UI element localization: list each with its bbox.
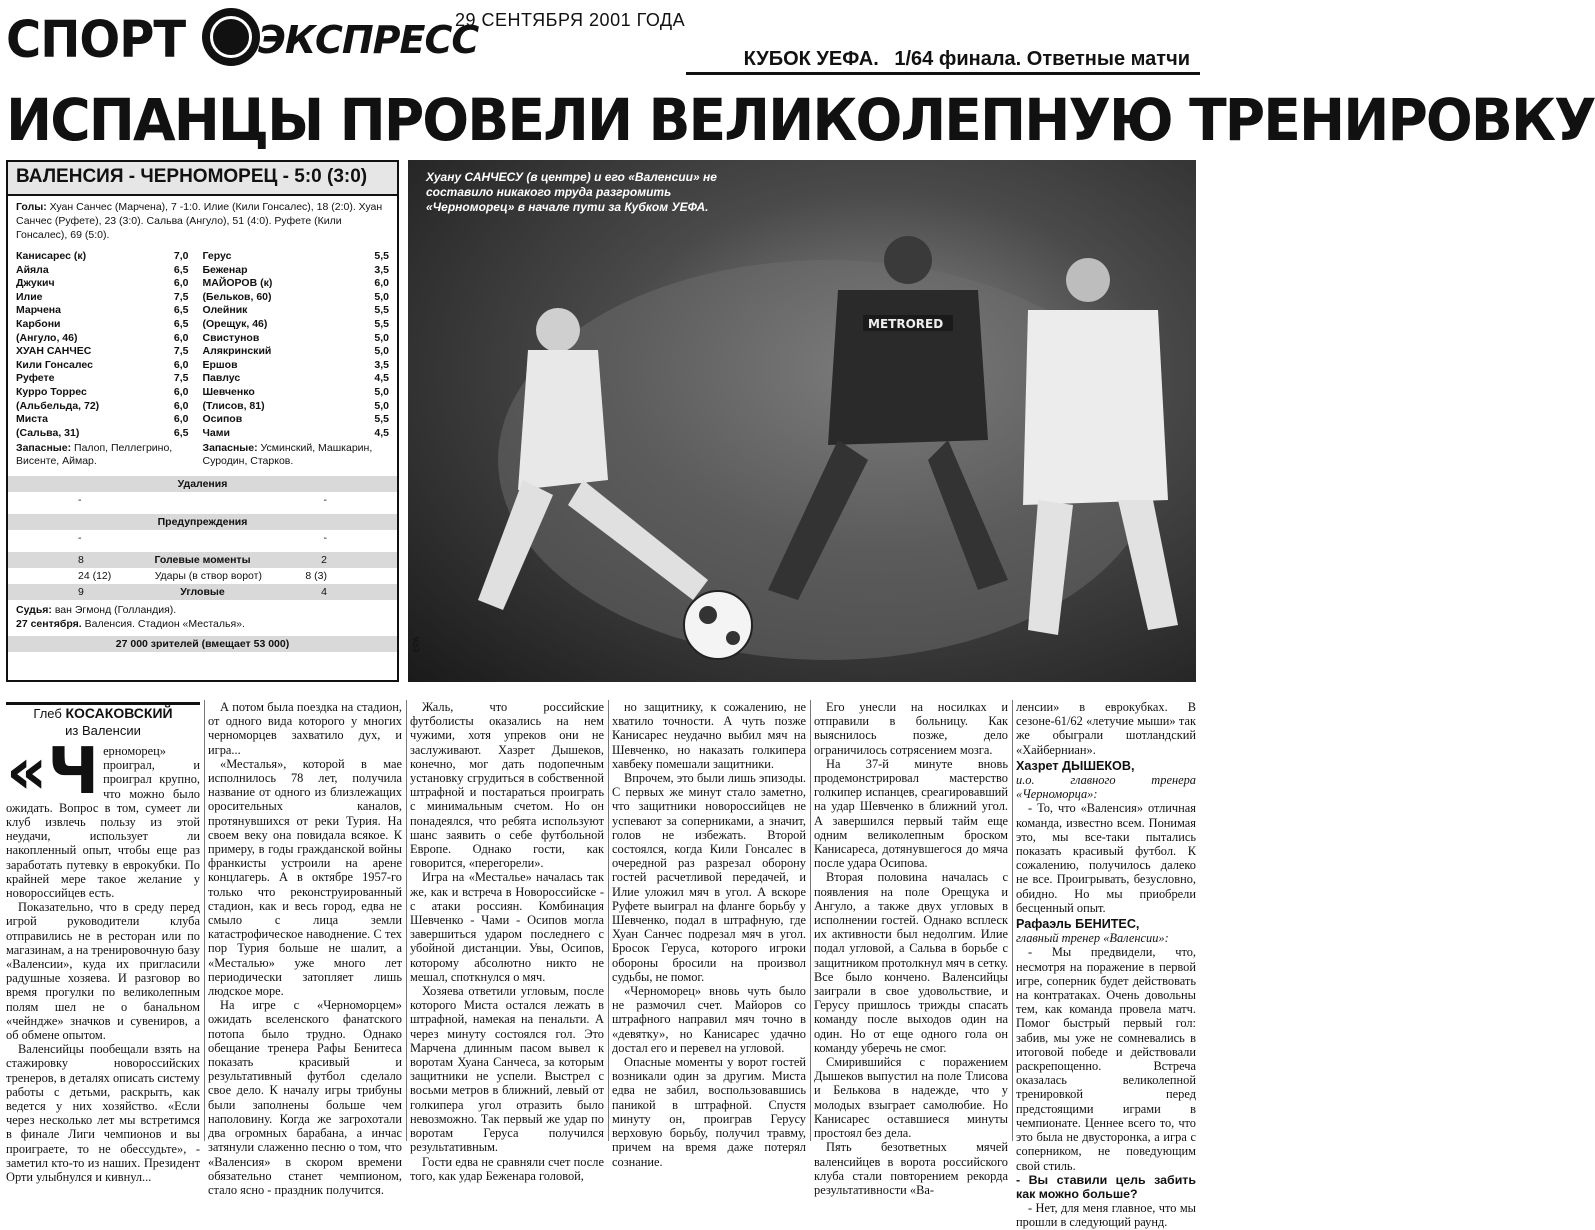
player-name: Шевченко	[202, 385, 255, 398]
article-paragraph: Опасные моменты у ворот гостей возникали один за другим. Миста едва не забил, воспользовавшись паникой в штрафной. Спустя минуту он, проиграв Герусу верховую борьбу, получил травму, причем на время даже потерял сознание.	[612, 1055, 806, 1169]
match-report-box	[6, 160, 399, 682]
referee: Судья: ван Эгмонд (Голландия).	[16, 604, 177, 617]
player-name: Чами	[202, 426, 230, 439]
interview-question: - Вы ставили цель забить как можно больше?	[1016, 1172, 1196, 1201]
coach1-role: и.о. главного тренера «Черноморца»:	[1016, 773, 1196, 802]
masthead	[6, 4, 479, 74]
player-row	[203, 427, 390, 441]
logo-express-text: ЭКСПРЕСС	[258, 18, 479, 62]
player-rating: 4,5	[374, 426, 389, 439]
players-illustration	[408, 160, 1196, 682]
player-rating: 7,5	[173, 290, 189, 303]
stat-away: 2	[321, 554, 327, 567]
player-row	[16, 277, 189, 291]
player-row	[16, 291, 189, 305]
player-rating: 6,0	[173, 385, 189, 398]
player-name: Свистунов	[202, 331, 260, 344]
article-paragraph: Впрочем, это были лишь эпизоды. С первых же минут стало заметно, что защитники новороссийцев не успевают за соперниками, а значит, голов не избежать. Второй состоялся, когда Кили Гонсалес в очередной раз разрезал оборону гостей расчетливой передачей, и Илие уложил мяч в угол. А вскоре Руфете выиграл на фланге борьбу у Шевченко, подал в штрафную, где Хуан Санчес подрезал мяч в угол. Бросок Геруса, которого игроки обороны бросили на произвол судьбы, не помог.	[612, 771, 806, 984]
drop-cap: «Ч	[6, 735, 100, 809]
player-name: (Альбельда, 72)	[16, 399, 100, 412]
article-column-5	[814, 700, 1008, 1197]
article-column-3	[410, 700, 604, 1183]
player-rating: 5,0	[374, 345, 389, 358]
article-column-4	[612, 700, 806, 1169]
player-name: Айяла	[16, 263, 49, 276]
lineups	[8, 246, 397, 440]
goals-summary	[8, 196, 397, 246]
player-rating: 5,5	[374, 304, 389, 317]
match-stats	[8, 552, 397, 600]
article-paragraph: Вторая половина началась с появления на поле Орещука и Ангуло, а также двух угловых в исполнении гостей. Однако всплеск их активности был недолгим. Илие подал угловой, а Сальва в борьбе с защитником протолкнул мяч в сетку. Все было кончено. Валенсийцы заиграли в свое удовольствие, и Герусу пришлось трижды спасать команду после выходов один на один. Но от еще одного гола он команду уберечь не смог.	[814, 870, 1008, 1055]
stat-label: Удары (в створ ворот)	[154, 570, 262, 583]
player-row	[203, 386, 390, 400]
player-name: Ершов	[202, 358, 238, 371]
player-name: ХУАН САНЧЕС	[16, 345, 92, 358]
stat-home: 9	[78, 586, 84, 599]
article-paragraph: Игра на «Месталье» началась так же, как и встреча в Новороссийске - с атаки россиян. Комбинация Шевченко - Чами - Осипов могла завершиться ударом последнего с убойной дистанции. Увы, Осипов, которому абсолютно никто не мешал, споткнулся о мяч.	[410, 870, 604, 984]
article-column-6	[1016, 700, 1196, 1230]
interview-answer: - Нет, для меня главное, что мы прошли в следующий раунд.	[1016, 1201, 1196, 1230]
stat-row	[8, 584, 397, 600]
player-row	[203, 304, 390, 318]
player-name: Илие	[16, 290, 43, 303]
article-paragraph: но защитнику, к сожалению, не хватило точности. А чуть позже Канисарес неудачно выбил мяч на Шевченко, но наказать голкипера хавбеку помешали защитники.	[612, 700, 806, 771]
shirt-sponsor-text: METRORED	[868, 317, 944, 331]
author-first-name: Глеб	[33, 706, 62, 721]
player-name: Руфете	[16, 372, 55, 385]
player-rating: 6,5	[173, 426, 189, 439]
coach2-quote: - Мы предвидели, что, несмотря на поражение в первой игре, соперник будет действовать на контратаках. Очень довольны тем, как команда провела матч. Помог быстрый первый гол: забив, мы уже не сомневались в итоговой победе и действовали раскрепощенно. Встреча оказалась великолепной тренировкой перед предстоящими играми в чемпионате. Ценнее всего то, что это была не двусторонка, а игра с соперником, не поведующим свой стиль.	[1016, 945, 1196, 1173]
player-rating: 7,5	[173, 345, 189, 358]
coach2-role: главный тренер «Валенсии»:	[1016, 931, 1169, 946]
sendoffs-row: - -	[78, 494, 327, 507]
article-paragraph: На игре с «Черноморцем» ожидать вселенского фанатского потопа было трудно. Однако обещание тренера Рафы Бенитеса показать красивый и результативный футбол сделало свое дело. К началу игры трибуны были заполнены больше чем наполовину. Когда же загрохотали два огромных барабана, а инчас затянули слаженно песню о том, что «Валенсия» в скором времени обязательно станет чемпионом, стало ясно - праздник получится.	[208, 998, 402, 1197]
article-paragraph: А потом была поездка на стадион, от одного вида которого у многих черноморцев захватило дух, и игра...	[208, 700, 402, 757]
player-name: Карбони	[16, 317, 61, 330]
player-name: Герус	[202, 250, 232, 262]
player-name: Беженар	[202, 263, 248, 276]
player-row	[203, 264, 390, 278]
column-rule	[608, 700, 609, 1141]
player-rating: 5,5	[374, 250, 389, 262]
issue-date: 29 СЕНТЯБРЯ 2001 ГОДА	[455, 10, 686, 30]
player-row	[16, 400, 189, 414]
author-last-name: КОСАКОВСКИЙ	[65, 705, 173, 721]
cautions-row: - -	[78, 532, 327, 545]
player-name: МАЙОРОВ (к)	[202, 277, 273, 290]
logo-emblem-icon	[202, 8, 260, 66]
column-rule	[1012, 700, 1013, 1141]
match-date-venue: 27 сентября. Валенсия. Стадион «Месталья».	[16, 618, 245, 631]
stat-row	[8, 568, 397, 584]
player-rating: 5,5	[374, 317, 389, 330]
coach1-name: Хазрет ДЫШЕКОВ,	[1016, 758, 1135, 773]
player-row	[203, 345, 390, 359]
player-row	[203, 400, 390, 414]
player-row	[16, 332, 189, 346]
player-row	[16, 372, 189, 386]
player-row	[203, 318, 390, 332]
substitutes	[8, 440, 397, 470]
article-paragraph: Пять безответных мячей валенсийцев в ворота российского клуба стали повторением рекорда результативности «Ва-	[814, 1140, 1008, 1197]
player-name: (Ангуло, 46)	[16, 331, 78, 344]
stat-label: Угловые	[180, 586, 225, 599]
column-rule	[204, 700, 205, 1141]
player-rating: 5,0	[374, 290, 389, 303]
article-paragraph: «Черноморец» вновь чуть было не размочил счет. Майоров со штрафного направил мяч точно в «девятку», но Канисарес удачно достал его и перевел на угловой.	[612, 984, 806, 1055]
player-rating: 6,5	[173, 263, 189, 276]
away-subs: Запасные: Усминский, Машкарин, Суродин, Старков.	[202, 442, 373, 468]
photo-credit: EPA	[411, 636, 421, 653]
sendoffs-header: Удаления	[8, 476, 397, 492]
player-rating: 6,0	[173, 277, 189, 290]
photo-caption: Хуану САНЧЕСУ (в центре) и его «Валенсии» не составило никакого труда разгромить «Черноморец» в начале пути за Кубком УЕФА.	[426, 170, 717, 214]
player-rating: 6,0	[173, 331, 189, 344]
stat-away: 4	[321, 586, 327, 599]
player-rating: 6,0	[173, 358, 189, 371]
column-rule	[810, 700, 811, 1141]
article-paragraph: Валенсийцы пообещали взять на стажировку новороссийских тренеров, в деталях описать систему работы с детьми, раскрыть, как ведется у них хозяйство. «Если через несколько лет мы встретимся в финале Лиги чемпионов и вы проиграете, то не обессудьте», - заметил кто-то из наших. Президент Орти улыбнулся и кивнул...	[6, 1042, 200, 1185]
player-row	[16, 386, 189, 400]
player-rating: 6,5	[173, 317, 189, 330]
player-rating: 6,0	[173, 399, 189, 412]
player-name: (Сальва, 31)	[16, 426, 80, 439]
player-rating: 5,0	[374, 331, 389, 344]
goals-label: Голы:	[16, 201, 47, 213]
player-row	[203, 277, 390, 291]
column-rule	[406, 700, 407, 1141]
coach1-quote: - То, что «Валенсия» отличная команда, известно всем. Понимая это, мы все-таки пытались показать красивый футбол. К сожалению, получилось далеко не все. Проигрывать, безусловно, обидно. Но мы приобрели бесценный опыт.	[1016, 801, 1196, 915]
player-rating: 6,5	[173, 304, 189, 317]
match-footer	[8, 600, 397, 634]
stat-home: 8	[78, 554, 84, 567]
article-paragraph: Хозяева ответили угловым, после которого Миста остался лежать в штрафной, намекая на пенальти. А через минуту состоялся гол. Это Марчена длинным пасом вывел к воротам Хуана Санчеса, за которым защитники не успели. Выстрел с восьми метров в ближний, левый от голкипера угол отразить было невозможно. Так первый же удар по воротам Геруса получился результативным.	[410, 984, 604, 1155]
player-row	[203, 372, 390, 386]
section-stage: 1/64 финала. Ответные матчи	[894, 48, 1190, 70]
player-row	[16, 250, 189, 264]
player-name: Миста	[16, 413, 49, 426]
player-row	[203, 250, 390, 264]
cautions-header: Предупреждения	[8, 514, 397, 530]
player-row	[16, 345, 189, 359]
away-lineup	[203, 250, 390, 440]
player-row	[16, 413, 189, 427]
player-row	[203, 359, 390, 373]
section-rule	[686, 72, 1200, 75]
player-name: (Тлисов, 81)	[202, 399, 265, 412]
match-title: ВАЛЕНСИЯ - ЧЕРНОМОРЕЦ - 5:0 (3:0)	[8, 162, 397, 196]
author-location: из Валенсии	[65, 723, 141, 738]
player-name: Курро Торрес	[16, 385, 87, 398]
section-heading	[744, 48, 1190, 71]
player-rating: 6,0	[173, 413, 189, 426]
player-name: Марчена	[16, 304, 61, 317]
match-photo	[408, 160, 1196, 682]
article-paragraph: Его унесли на носилках и отправили в больницу. Как выяснилось позже, дело ограничилось сотрясением мозга.	[814, 700, 1008, 757]
article-paragraph: Смирившийся с поражением Дышеков выпустил на поле Тлисова и Белькова в надежде, что у молодых взыграет самолюбие. Но Канисарес оставшиеся минуты простоял без дела.	[814, 1055, 1008, 1141]
player-row	[203, 291, 390, 305]
player-name: Джукич	[16, 277, 55, 290]
stat-row	[8, 552, 397, 568]
article-paragraph: Жаль, что российские футболисты оказались на нем чужими, хотя упреков они не заслуживают. Хазрет Дышеков, конечно, мог дать подопечным установку сгрудиться в собственной штрафной и постараться проиграть с минимальным счетом. Но он понадеялся, что ребята используют шанс заявить о себе футбольной Европе. Однако гости, как говорится, «перегорели».	[410, 700, 604, 871]
stat-home: 24 (12)	[78, 570, 112, 583]
player-rating: 7,0	[173, 250, 189, 262]
home-lineup	[16, 250, 203, 440]
player-name: Осипов	[202, 413, 243, 426]
attendance: 27 000 зрителей (вмещает 53 000)	[8, 636, 397, 652]
home-subs: Запасные: Палоп, Пеллегрино, Висенте, Аймар.	[16, 442, 173, 468]
player-row	[203, 332, 390, 346]
player-rating: 7,5	[173, 372, 189, 385]
player-name: Кили Гонсалес	[16, 358, 93, 371]
player-row	[16, 318, 189, 332]
article-paragraph: На 37-й минуте вновь продемонстрировал мастерство голкипер испанцев, среагировавший на удар Шевченко в ближний угол. А завершился первый тайм еще одним великолепным броском Канисареса, дотянувшегося до мяча после удара Осипова.	[814, 756, 1008, 871]
player-row	[16, 264, 189, 278]
coach2-name: Рафаэль БЕНИТЕС,	[1016, 917, 1140, 932]
player-name: Павлус	[202, 372, 241, 385]
article-column-1	[6, 735, 200, 1185]
player-name: (Бельков, 60)	[202, 290, 272, 303]
article-column-2	[208, 700, 402, 1197]
player-rating: 6,0	[374, 277, 389, 290]
player-name: Алякринский	[202, 345, 272, 358]
player-row	[203, 413, 390, 427]
headline: ИСПАНЦЫ ПРОВЕЛИ ВЕЛИКОЛЕПНУЮ ТРЕНИРОВКУ	[6, 86, 1595, 154]
player-rating: 5,5	[374, 413, 389, 426]
player-row	[16, 304, 189, 318]
stat-label: Голевые моменты	[154, 554, 251, 567]
goals-text: Хуан Санчес (Марчена), 7 -1:0. Илие (Кили Гонсалес), 18 (2:0). Хуан Санчес (Руфете), 23 (3:0). Сальва (Ангуло), 51 (4:0). Руфете (Кили Гонсалес), 69 (5:0).	[16, 201, 383, 241]
section-label: КУБОК УЕФА.	[743, 48, 879, 70]
article-paragraph: «Месталья», которой в мае исполнилось 78 лет, получила название от одного из близлежащих оросительных каналов, протянувшихся от реки Турия. На своем веку она повидала всякое. К примеру, в годы гражданской войны франкисты устроили на арене концлагерь. А в октябре 1957-го только что реконструированный стадион, как и весь город, едва не смыло с лица земли катастрофическое наводнение. С тех пор Турия больше не шалит, а «Месталью» уже много лет периодически затопляет лишь людское море.	[208, 756, 402, 999]
player-rating: 3,5	[374, 358, 389, 371]
article-paragraph: ленсии» в еврокубках. В сезоне-61/62 «летучие мыши» так же обыграли шотландский «Хайберниан».	[1016, 700, 1196, 757]
stat-away: 8 (3)	[305, 570, 327, 583]
player-rating: 5,0	[374, 399, 389, 412]
logo-sport-text: СПОРТ	[6, 10, 186, 70]
player-rating: 4,5	[374, 372, 389, 385]
player-name: Канисарес (к)	[16, 250, 87, 262]
player-rating: 3,5	[374, 263, 389, 276]
article-paragraph: ерноморец» проиграл, и проиграл крупно, что можно было ожидать. Вопрос в том, сумеет ли клуб извлечь пользу из этой неудачи, использует ли накопленный опыт, чтобы еще раз заработать путевку в еврокубки. По крайней мере такое желание у новороссийцев есть.	[6, 744, 200, 901]
player-name: (Орещук, 46)	[202, 317, 268, 330]
player-name: Олейник	[202, 304, 248, 317]
article-paragraph: Показательно, что в среду перед игрой руководители клуба отправились не в ресторан или по магазинам, а на тренировочную базу «Валенсии», куда их пригласили радушные хозяева. И разговор во время прогулки по великолепным полям шел не о банальном «чейндже» значков и сувениров, а об обмене опытом.	[6, 900, 200, 1043]
player-rating: 5,0	[374, 385, 389, 398]
article-paragraph: Гости едва не сравняли счет после того, как удар Беженара головой,	[410, 1154, 604, 1183]
player-row	[16, 427, 189, 441]
player-row	[16, 359, 189, 373]
